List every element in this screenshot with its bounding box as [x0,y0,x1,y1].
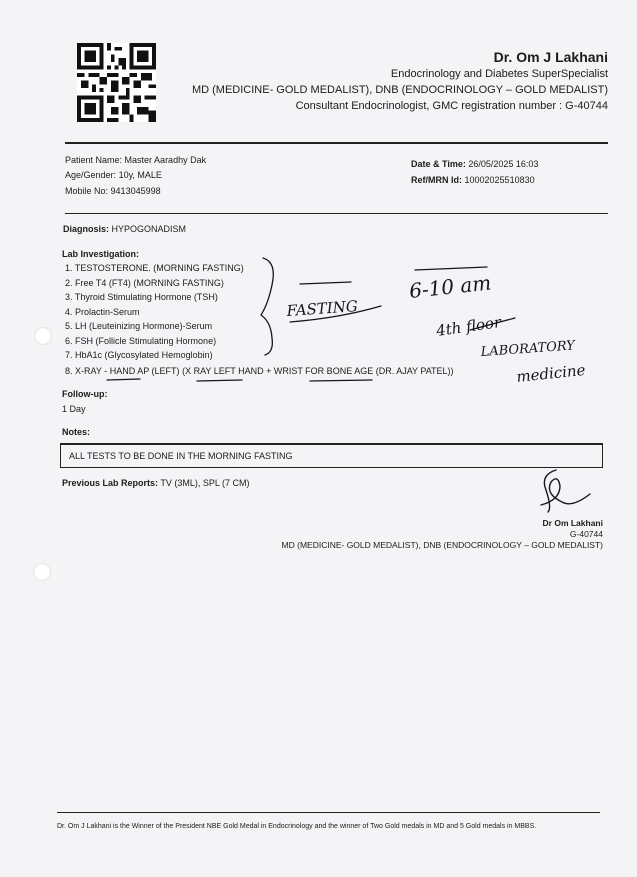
doctor-name: Dr. Om J Lakhani [493,49,608,65]
notes-label: Notes: [62,427,91,437]
doctor-registration: Consultant Endocrinologist, GMC registration number : G-40744 [295,100,608,112]
patient-mobile: 9413045998 [110,186,161,196]
patient-name-row [65,155,206,165]
patient-mobile-label: Mobile No: [65,186,109,196]
header-divider [65,142,608,144]
lab-item: 4. Prolactin-Serum [65,307,140,317]
lab-item: 5. LH (Leuteinizing Hormone)-Serum [65,321,213,331]
handwriting-floor: 4th floor [435,313,503,340]
signature-reg: G-40744 [569,529,603,539]
patient-age-row [65,170,162,180]
ref-label: Ref/MRN Id: [411,175,462,185]
underline-bone-age [310,380,372,381]
bracket-icon [261,258,273,355]
ref-row [411,175,535,185]
patient-age: 10y, MALE [118,170,162,180]
patient-name-label: Patient Name: [65,155,123,165]
doctor-specialty: Endocrinology and Diabetes SuperSpecialist [390,68,608,80]
qr-code [77,41,156,124]
overline-time [415,267,487,270]
fasting-tail [290,306,381,322]
previous-reports-label: Previous Lab Reports: [62,478,159,488]
lab-item: 3. Thyroid Stimulating Hormone (TSH) [65,292,218,302]
doctor-degrees: MD (MEDICINE- GOLD MEDALIST), DNB (ENDOCRINOLOGY – GOLD MEDALIST) [191,84,608,96]
footer-divider [57,812,600,813]
date-value: 26/05/2025 16:03 [468,159,539,169]
underline-xray [197,380,242,381]
lab-item: 7. HbA1c (Glycosylated Hemoglobin) [65,350,213,360]
lab-item: 8. X-RAY - HAND AP (LEFT) (X RAY LEFT HAND + WRIST FOR BONE AGE (DR. AJAY PATEL)) [65,366,454,376]
date-row [411,159,538,169]
patient-mobile-row [65,186,161,196]
diagnosis-label: Diagnosis: [63,224,110,234]
handwriting-fasting: FASTING [286,297,359,320]
previous-reports-value: TV (3ML), SPL (7 CM) [160,478,250,488]
punch-hole [34,327,52,345]
date-label: Date & Time: [411,159,466,169]
lab-title: Lab Investigation: [62,249,140,259]
diagnosis-value: HYPOGONADISM [111,224,187,234]
notes-box: ALL TESTS TO BE DONE IN THE MORNING FASTING [60,444,603,468]
lab-item: 2. Free T4 (FT4) (MORNING FASTING) [65,278,224,288]
floor-tail [470,318,515,330]
lab-item: 1. TESTOSTERONE. (MORNING FASTING) [65,263,244,273]
patient-age-label: Age/Gender: [65,170,117,180]
patient-name: Master Aaradhy Dak [124,155,207,165]
followup-label: Follow-up: [62,389,108,399]
patient-divider [65,213,608,214]
diagnosis-row [63,224,186,234]
punch-hole [33,563,51,581]
previous-reports-row [62,478,250,488]
handwriting-time: 6-10 am [408,270,493,303]
handwriting-lab: LABORATORY [480,338,576,360]
signature-name: Dr Om Lakhani [542,518,603,528]
handwriting-medicine: medicine [515,360,587,386]
signature-scrawl [541,470,590,512]
underline-hand [107,379,140,380]
footer-text: Dr. Om J Lakhani is the Winner of the President NBE Gold Medal in Endocrinology and the winner of Two Gold medals in MD and 5 Gold medals in MBBS. [57,823,537,830]
overline-fasting [300,282,351,284]
lab-item: 6. FSH (Follicle Stimulating Hormone) [65,336,217,346]
ref-value: 10002025510830 [464,175,535,185]
followup-value: 1 Day [62,404,86,414]
signature-degrees: MD (MEDICINE- GOLD MEDALIST), DNB (ENDOCRINOLOGY – GOLD MEDALIST) [281,540,603,550]
